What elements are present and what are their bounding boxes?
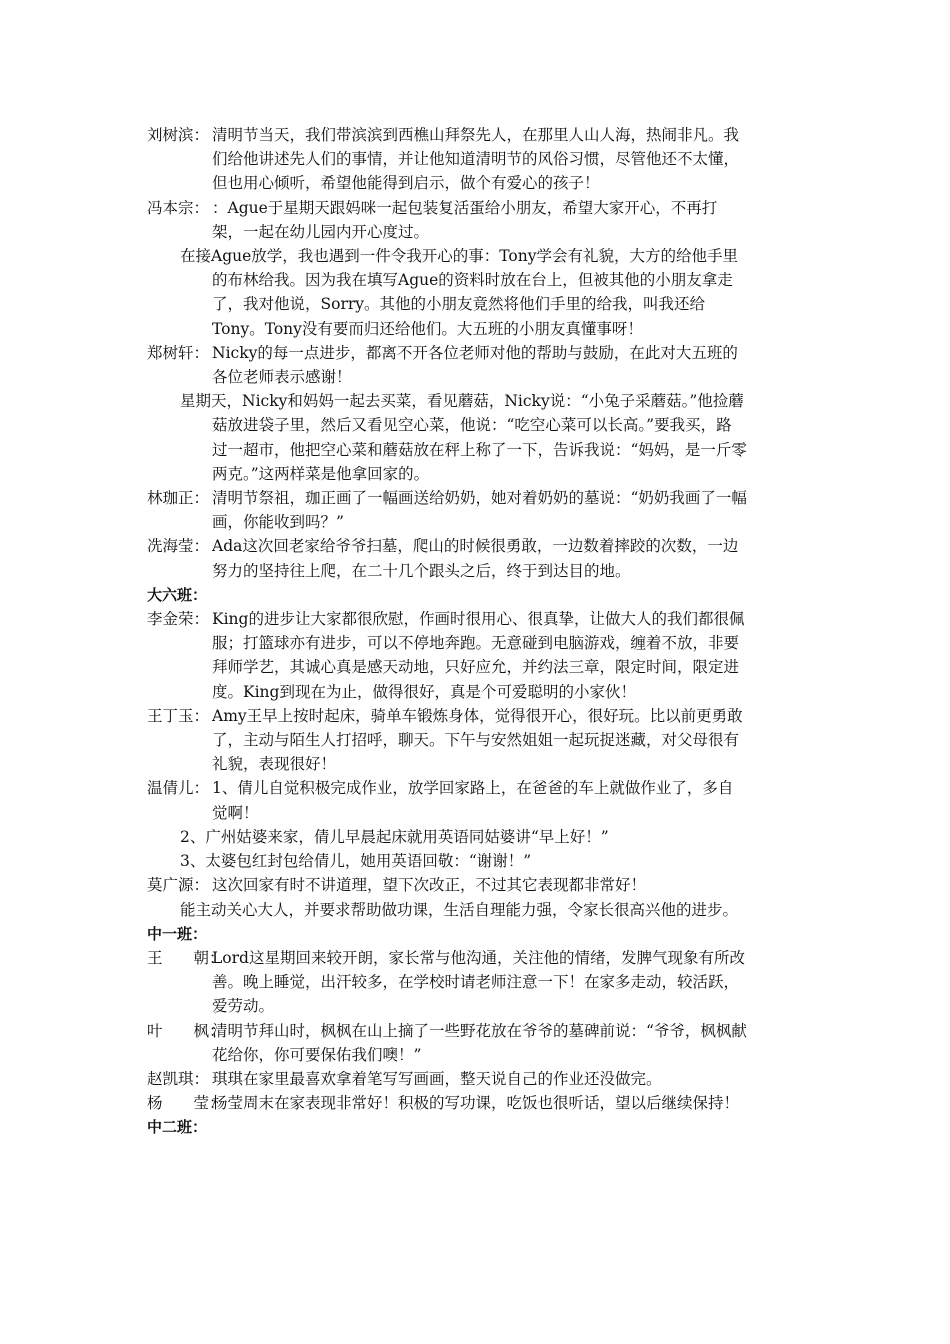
parent-comment-entry	[147, 1091, 747, 1115]
parent-name: 莫广源：	[147, 876, 210, 895]
comment-text: 1、倩儿自觉积极完成作业，放学回家路上，在爸爸的车上就做作业了，多自觉啊！	[212, 779, 734, 822]
parent-name: 林珈正：	[147, 489, 210, 508]
comment-text: 清明节祭祖，珈正画了一幅画送给奶奶，她对着奶奶的墓说：“奶奶我画了一幅画，你能收到吗？”	[212, 489, 747, 532]
parent-name: 赵凯琪：	[147, 1069, 210, 1088]
parent-comment-entry	[147, 341, 747, 389]
comment-paragraph: 2、广州姑婆来家，倩儿早晨起床就用英语同姑婆讲“早上好！”	[180, 827, 609, 846]
comment-text: Lord这星期回来较开朗，家长常与他沟通，关注他的情绪，发脾气现象有所改善。晚上睡觉，出汗较多，在学校时请老师注意一下！在家多走动，较活跃，爱劳动。	[212, 948, 745, 1016]
comment-text: 杨莹周末在家表现非常好！积极的写功课，吃饭也很听话，望以后继续保持！	[212, 1094, 740, 1113]
parent-name: 温倩儿：	[147, 779, 210, 798]
document-body	[147, 123, 747, 1140]
comment-text: Amy王早上按时起床，骑单车锻炼身体，觉得很开心，很好玩。比以前更勇敢了，主动与陌生人打招呼，聊天。下午与安然姐姐一起玩捉迷藏，对父母很有礼貌，表现很好！	[212, 706, 743, 774]
comment-text: 这次回家有时不讲道理，望下次改正，不过其它表现都非常好！	[212, 876, 647, 895]
comment-paragraph: 3、太婆包红封包给倩儿，她用英语回敬：“谢谢！”	[180, 852, 532, 871]
parent-comment-entry	[147, 704, 747, 777]
parent-comment-entry	[147, 873, 747, 897]
comment-paragraph: 星期天，Nicky和妈妈一起去买菜，看见蘑菇，Nicky说：“小兔子采蘑菇。”他捡蘑菇放进袋子里，然后又看见空心菜，他说：“吃空心菜可以长高。”要我买，路过一超市，他把空心菜和蘑菇放在秤上称了一下，告诉我说：“妈妈，是一斤零两克。”这两样菜是他拿回家的。	[180, 392, 747, 483]
parent-name: 李金荣：	[147, 610, 210, 629]
parent-comment-entry	[147, 776, 747, 824]
comment-text: Nicky的每一点进步，都离不开各位老师对他的帮助与鼓励，在此对大五班的各位老师表示感谢！	[212, 343, 738, 387]
parent-name: 杨 莹：	[147, 1094, 225, 1113]
parent-comment-entry	[147, 486, 747, 534]
parent-name: 郑树轩：	[147, 343, 210, 362]
parent-name: 刘树滨：	[147, 126, 210, 144]
class-heading: 大六班：	[147, 585, 208, 604]
parent-comment-entry	[147, 946, 747, 1019]
class-heading: 中二班：	[147, 1118, 208, 1137]
comment-text: Ada这次回老家给爷爷扫墓，爬山的时候很勇敢，一边数着摔跤的次数，一边努力的坚持往上爬，在二十几个跟头之后，终于到达目的地。	[212, 537, 739, 580]
comment-text: 清明节拜山时，枫枫在山上摘了一些野花放在爷爷的墓碑前说：“爷爷，枫枫献花给你，你可要保佑我们噢！”	[212, 1021, 747, 1064]
comment-text: 清明节当天，我们带滨滨到西樵山拜祭先人，在那里人山人海，热闹非凡。我们给他讲述先人们的事情，并让他知道清明节的风俗习惯，尽管他还不太懂，但也用心倾听，希望他能得到启示，做个有爱心的孩子！	[212, 126, 740, 193]
parent-name: 冼海莹：	[147, 537, 210, 556]
comment-text: King的进步让大家都很欣慰，作画时很用心、很真挚，让做大人的我们都很佩服；打篮球亦有进步，可以不停地奔跑。无意碰到电脑游戏，缠着不放，非要拜师学艺，其诚心真是感天动地，只好应允，并约法三章，限定时间，限定进度。King到现在为止，做得很好，真是个可爱聪明的小家伙！	[212, 610, 745, 701]
parent-comment-entry	[147, 1019, 747, 1067]
class-heading: 中一班：	[147, 924, 208, 943]
parent-name: 冯本宗：	[147, 198, 210, 217]
parent-comment-entry	[147, 534, 747, 582]
parent-name: 王 朝：	[147, 948, 225, 967]
parent-name: 叶 枫：	[147, 1021, 225, 1040]
parent-comment-entry	[147, 196, 747, 244]
parent-name: 王丁玉：	[147, 706, 210, 725]
comment-paragraph: 在接Ague放学，我也遇到一件令我开心的事：Tony学会有礼貌，大方的给他手里的布林给我。因为我在填写Ague的资料时放在台上，但被其他的小朋友拿走了，我对他说，Sorry。其他的小朋友竟然将他们手里的给我，叫我还给Tony。Tony没有要而归还给他们。大五班的小朋友真懂事呀！	[180, 247, 738, 338]
comment-text: 琪琪在家里最喜欢拿着笔写写画画，整天说自己的作业还没做完。	[212, 1069, 662, 1088]
comment-paragraph: 能主动关心大人，并要求帮助做功课，生活自理能力强，令家长很高兴他的进步。	[180, 900, 739, 919]
parent-comment-entry	[147, 607, 747, 704]
parent-comment-entry	[147, 1067, 747, 1091]
comment-text: ：Ague于星期天跟妈咪一起包装复活蛋给小朋友，希望大家开心，不再打架，一起在幼儿园内开心度过。	[212, 198, 718, 241]
parent-comment-entry	[147, 123, 747, 196]
